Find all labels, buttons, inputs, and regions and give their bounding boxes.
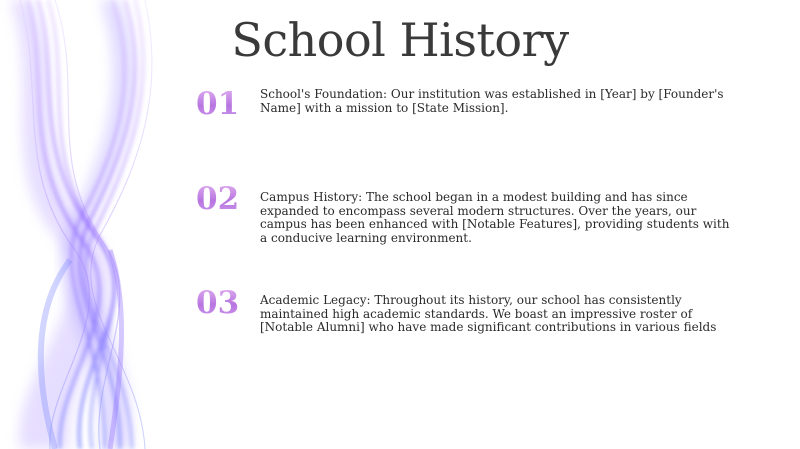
item-text: Campus History: The school began in a modest building and has since expanded to encompass several modern structures. Over the years, our campus has been enhanced with [Notable Features], providing students with a conducive learning environment.	[260, 190, 730, 245]
page-title: School History	[231, 13, 569, 67]
item-number: 03	[196, 285, 256, 321]
item-text: Academic Legacy: Throughout its history, our school has consistently maintained high academic standards. We boast an impressive roster of [Notable Alumni] who have made significant contributions in various fields	[260, 293, 717, 334]
item-number: 01	[196, 86, 256, 122]
item-text: School's Foundation: Our institution was established in [Year] by [Founder's Name] with a mission to [State Mission].	[260, 87, 724, 115]
item-number: 02	[196, 181, 256, 217]
